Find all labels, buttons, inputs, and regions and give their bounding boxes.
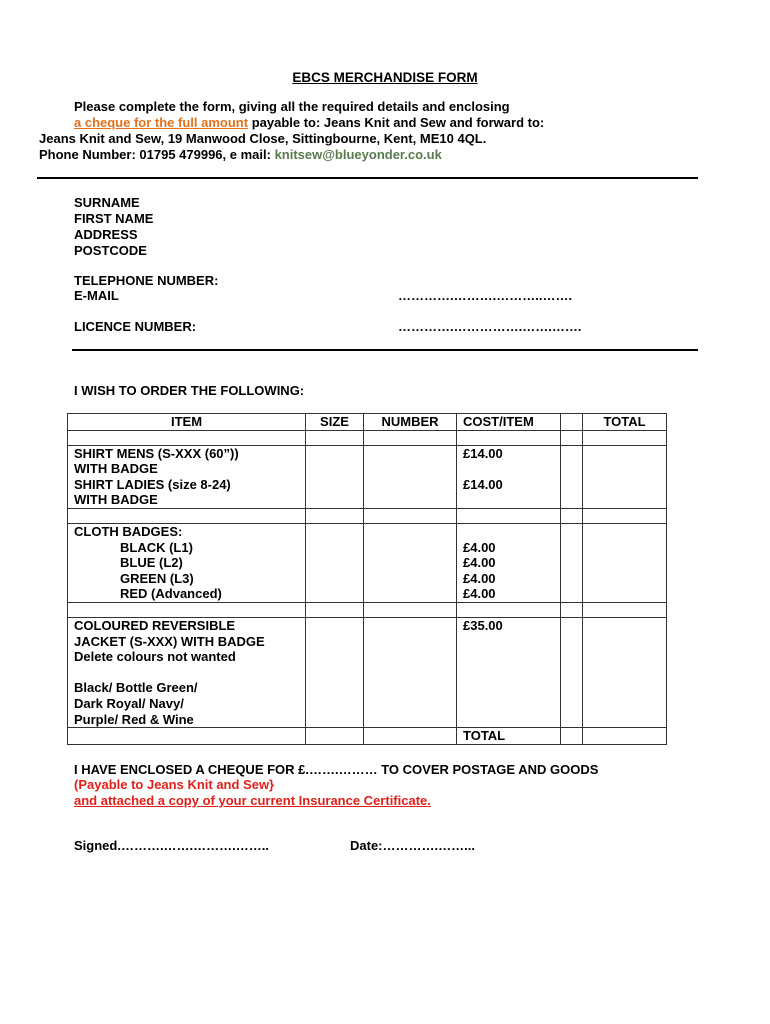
jacket-item: COLOURED REVERSIBLE JACKET (S-XXX) WITH BADGE Delete colours not wanted Black/ Bottle Green/ Dark Royal/ Navy/ Purple/ Red & Wine bbox=[68, 617, 306, 727]
col-blank-header bbox=[561, 414, 583, 431]
signed-field[interactable]: Signed.……….…….……….…….. bbox=[74, 838, 270, 853]
email-dots[interactable]: ………….……….………..……. bbox=[398, 288, 573, 303]
badges-size-cell[interactable] bbox=[306, 523, 364, 602]
cheque-enclosed-line: I HAVE ENCLOSED A CHEQUE FOR £.…….……… TO COVER POSTAGE AND GOODS bbox=[74, 762, 599, 777]
licence-label: LICENCE NUMBER: bbox=[74, 319, 197, 334]
telephone-label: TELEPHONE NUMBER: bbox=[74, 273, 219, 288]
licence-dots[interactable]: ………….…………….…….……. bbox=[398, 319, 582, 334]
email-label: E-MAIL bbox=[74, 288, 119, 303]
first-name-label: FIRST NAME bbox=[74, 211, 154, 226]
table-header-row bbox=[68, 414, 667, 431]
shirt-size-cell[interactable] bbox=[306, 445, 364, 508]
jacket-number-cell[interactable] bbox=[364, 617, 457, 727]
shirt-total-cell[interactable] bbox=[583, 445, 667, 508]
badges-cost-cell: £4.00 £4.00 £4.00 £4.00 bbox=[457, 523, 561, 602]
table-row bbox=[68, 445, 667, 508]
intro-line-1: Please complete the form, giving all the required details and enclosing bbox=[74, 99, 510, 114]
shirt-number-cell[interactable] bbox=[364, 445, 457, 508]
postcode-label: POSTCODE bbox=[74, 243, 147, 258]
jacket-total-cell[interactable] bbox=[583, 617, 667, 727]
table-row bbox=[68, 523, 667, 602]
col-cost-header: COST/ITEM bbox=[457, 414, 561, 431]
cheque-link[interactable]: a cheque for the full amount bbox=[74, 115, 249, 130]
col-size-header: SIZE bbox=[306, 414, 364, 431]
grand-total-cell[interactable] bbox=[583, 728, 667, 745]
table-row bbox=[68, 617, 667, 727]
phone-text: Phone Number: 01795 479996, e mail: bbox=[39, 147, 275, 162]
intro-line-2 bbox=[74, 115, 544, 131]
middle-divider bbox=[72, 349, 698, 351]
col-item-header: ITEM bbox=[68, 414, 306, 431]
top-divider bbox=[37, 177, 698, 179]
phone-line bbox=[39, 147, 442, 163]
table-row bbox=[68, 602, 667, 617]
form-title: EBCS MERCHANDISE FORM bbox=[292, 70, 478, 85]
shirt-mens-item: SHIRT MENS (S-XXX (60”)) WITH BADGE SHIRT LADIES (size 8-24) WITH BADGE bbox=[68, 445, 306, 508]
jacket-size-cell[interactable] bbox=[306, 617, 364, 727]
insurance-note: and attached a copy of your current Insurance Certificate. bbox=[74, 793, 431, 808]
col-number-header: NUMBER bbox=[364, 414, 457, 431]
col-total-header: TOTAL bbox=[583, 414, 667, 431]
date-field[interactable]: Date:………….……... bbox=[350, 838, 475, 853]
address-line: Jeans Knit and Sew, 19 Manwood Close, Sittingbourne, Kent, ME10 4QL. bbox=[39, 131, 487, 146]
intro-payable-text: payable to: Jeans Knit and Sew and forward to: bbox=[248, 115, 545, 130]
surname-label: SURNAME bbox=[74, 195, 140, 210]
total-label: TOTAL bbox=[457, 728, 561, 745]
table-total-row bbox=[68, 728, 667, 745]
jacket-cost-cell: £35.00 bbox=[457, 617, 561, 727]
badges-number-cell[interactable] bbox=[364, 523, 457, 602]
table-row bbox=[68, 508, 667, 523]
order-heading: I WISH TO ORDER THE FOLLOWING: bbox=[74, 383, 305, 398]
order-table bbox=[67, 413, 667, 745]
address-label: ADDRESS bbox=[74, 227, 138, 242]
email-link[interactable]: knitsew@blueyonder.co.uk bbox=[274, 147, 442, 162]
payable-note: (Payable to Jeans Knit and Sew} bbox=[74, 777, 275, 792]
shirt-cost-cell: £14.00 £14.00 bbox=[457, 445, 561, 508]
badges-item: CLOTH BADGES: BLACK (L1) BLUE (L2) GREEN (L3) RED (Advanced) bbox=[68, 523, 306, 602]
table-row bbox=[68, 430, 667, 445]
badges-total-cell[interactable] bbox=[583, 523, 667, 602]
